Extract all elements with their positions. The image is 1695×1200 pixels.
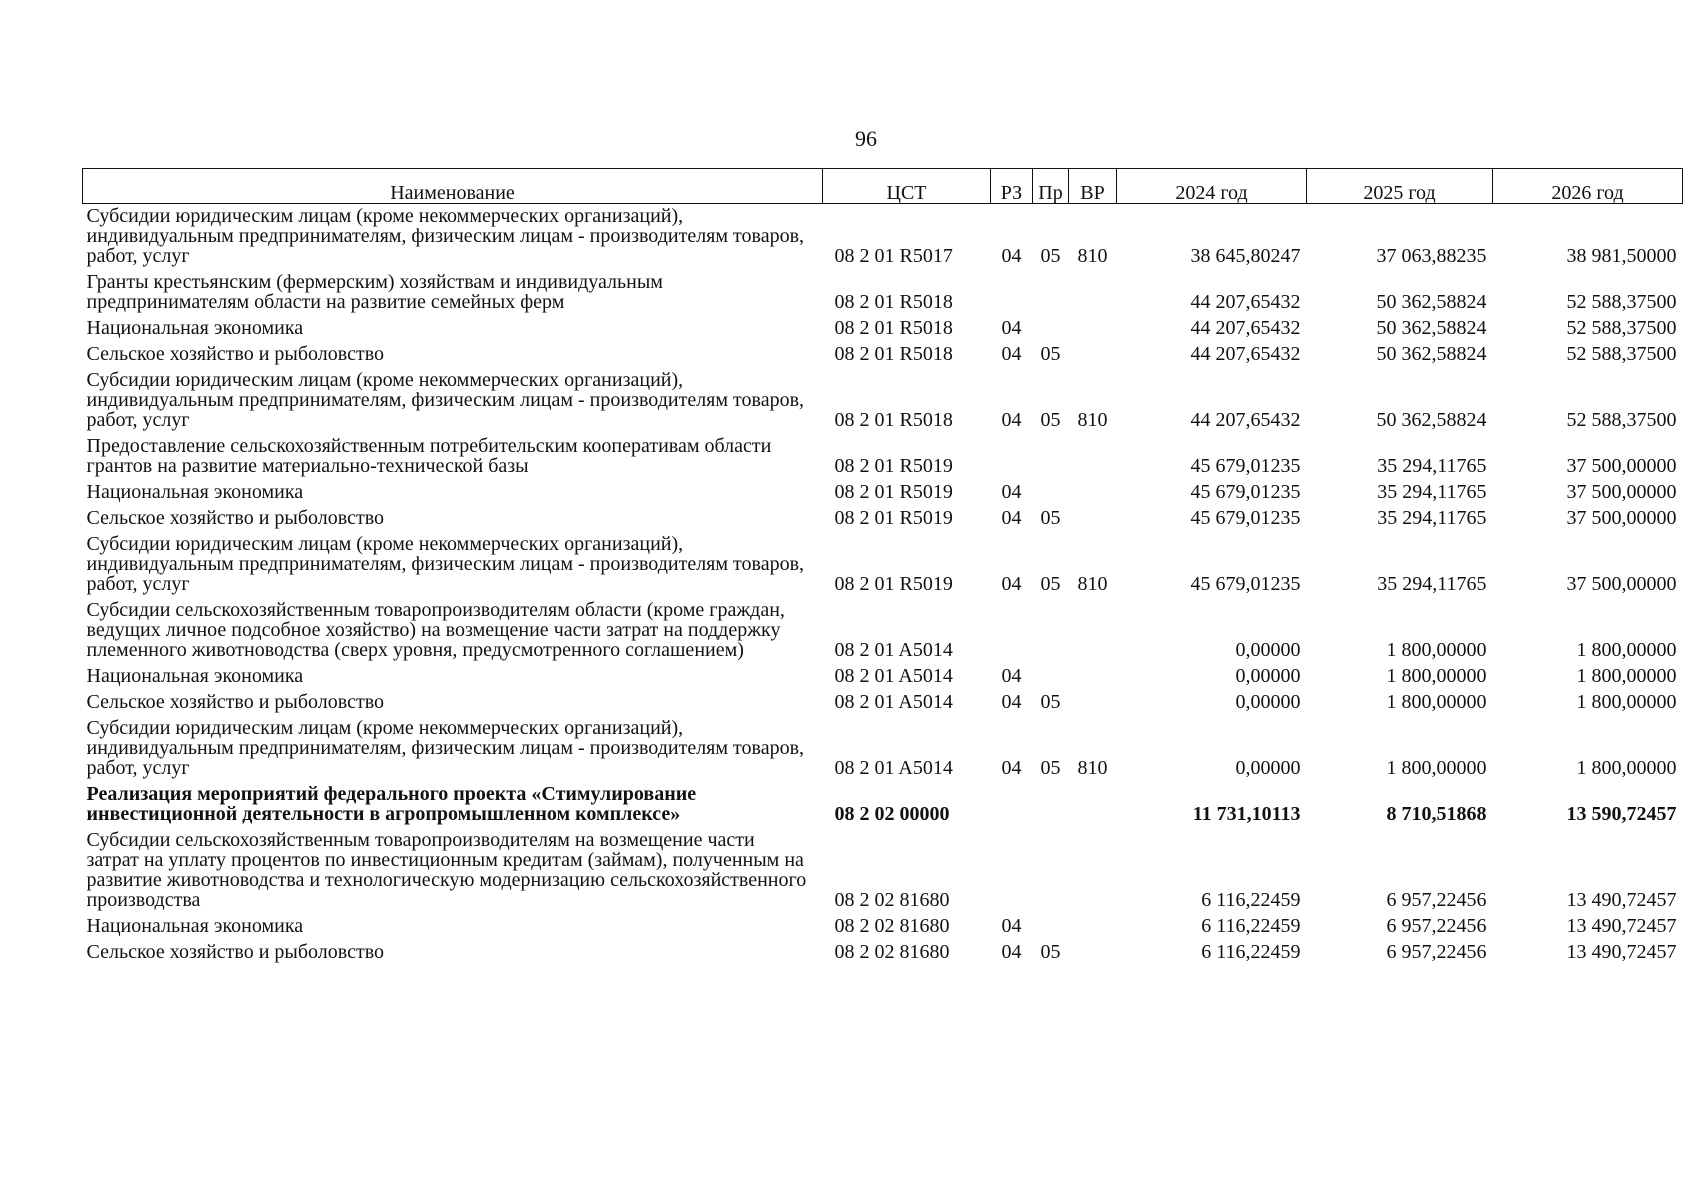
- row-rz: 04: [1001, 343, 1022, 365]
- row-2026-value: 13 590,72457: [1566, 803, 1677, 825]
- row-name: Гранты крестьянским (фермерским) хозяйствам и индивидуальным предпринимателям области на развитие семейных ферм: [86, 271, 663, 313]
- row-name: Субсидии юридическим лицам (кроме некоммерческих организаций), индивидуальным предпринимателям, физическим лицам - производителям товаров, работ, услуг: [86, 717, 805, 779]
- row-cst: 08 2 01 R5018: [834, 291, 953, 313]
- table-row: [83, 690, 1683, 716]
- row-rz: 04: [1001, 757, 1022, 779]
- row-name: Сельское хозяйство и рыболовство: [86, 507, 385, 529]
- row-pr: [1033, 664, 1069, 690]
- table-row: [83, 270, 1683, 316]
- row-rz: 04: [1001, 691, 1022, 713]
- row-cst: 08 2 02 81680: [834, 889, 950, 911]
- row-vr: [1069, 914, 1117, 940]
- header-rz: РЗ: [991, 169, 1033, 204]
- header-2025: 2025 год: [1307, 169, 1493, 204]
- row-2024-value: 38 645,80247: [1190, 245, 1301, 267]
- row-cst: 08 2 01 R5019: [834, 455, 953, 477]
- row-rz: 04: [1001, 507, 1022, 529]
- row-2026-value: 1 800,00000: [1576, 639, 1677, 661]
- row-2025-value: 1 800,00000: [1386, 665, 1487, 687]
- row-cst: 08 2 01 A5014: [834, 665, 953, 687]
- row-name: Сельское хозяйство и рыболовство: [86, 343, 385, 365]
- row-rz: 04: [1001, 915, 1022, 937]
- row-name: Субсидии юридическим лицам (кроме некоммерческих организаций), индивидуальным предпринимателям, физическим лицам - производителям товаров, работ, услуг: [86, 533, 805, 595]
- row-pr: 05: [1040, 941, 1061, 963]
- row-name: Сельское хозяйство и рыболовство: [86, 691, 385, 713]
- table-row: [83, 664, 1683, 690]
- row-2025-value: 35 294,11765: [1377, 573, 1487, 595]
- row-vr: [1069, 434, 1117, 480]
- row-2025-value: 35 294,11765: [1377, 507, 1487, 529]
- row-name: Субсидии сельскохозяйственным товаропроизводителям на возмещение части затрат на уплату процентов по инвестиционным кредитам (займам), полученным на развитие животноводства и технологическую модернизацию сельскохозяйственного производства: [86, 829, 807, 911]
- row-2025-value: 6 957,22456: [1386, 941, 1487, 963]
- row-cst: 08 2 01 R5019: [834, 481, 953, 503]
- row-rz: [991, 782, 1033, 828]
- table-row: [83, 368, 1683, 434]
- row-vr: 810: [1077, 409, 1108, 431]
- row-rz: 04: [1001, 573, 1022, 595]
- row-2025-value: 35 294,11765: [1377, 481, 1487, 503]
- row-2025-value: 37 063,88235: [1376, 245, 1487, 267]
- row-cst: 08 2 01 A5014: [834, 757, 953, 779]
- row-2025-value: 1 800,00000: [1386, 639, 1487, 661]
- row-2026-value: 38 981,50000: [1566, 245, 1677, 267]
- row-cst: 08 2 01 R5017: [834, 245, 953, 267]
- header-name: Наименование: [83, 169, 823, 204]
- row-name: Национальная экономика: [86, 481, 304, 503]
- row-2025-value: 8 710,51868: [1386, 803, 1487, 825]
- table-header-row: [83, 169, 1683, 204]
- row-2024-value: 45 679,01235: [1190, 573, 1301, 595]
- header-vr: ВР: [1069, 169, 1117, 204]
- row-2026-value: 1 800,00000: [1576, 665, 1677, 687]
- row-pr: 05: [1040, 409, 1061, 431]
- row-rz: [991, 270, 1033, 316]
- row-name: Национальная экономика: [86, 915, 304, 937]
- row-2026-value: 13 490,72457: [1566, 889, 1677, 911]
- row-2024-value: 6 116,22459: [1201, 915, 1301, 937]
- row-2025-value: 6 957,22456: [1386, 889, 1487, 911]
- row-pr: 05: [1040, 343, 1061, 365]
- row-2026-value: 52 588,37500: [1566, 291, 1677, 313]
- row-rz: [991, 598, 1033, 664]
- row-2025-value: 50 362,58824: [1376, 317, 1487, 339]
- row-2025-value: 35 294,11765: [1377, 455, 1487, 477]
- row-2024-value: 11 731,10113: [1192, 803, 1301, 825]
- row-2024-value: 6 116,22459: [1201, 889, 1301, 911]
- table-row: [83, 434, 1683, 480]
- row-pr: [1033, 316, 1069, 342]
- row-cst: 08 2 01 A5014: [834, 639, 953, 661]
- row-rz: 04: [1001, 481, 1022, 503]
- row-rz: 04: [1001, 409, 1022, 431]
- row-cst: 08 2 01 R5018: [834, 409, 953, 431]
- table-row: [83, 506, 1683, 532]
- row-2026-value: 37 500,00000: [1566, 507, 1677, 529]
- row-2024-value: 44 207,65432: [1190, 291, 1301, 313]
- row-name: Сельское хозяйство и рыболовство: [86, 941, 385, 963]
- row-pr: [1033, 914, 1069, 940]
- row-pr: [1033, 434, 1069, 480]
- row-vr: [1069, 598, 1117, 664]
- row-2024-value: 6 116,22459: [1201, 941, 1301, 963]
- row-vr: [1069, 690, 1117, 716]
- row-vr: [1069, 316, 1117, 342]
- row-2026-value: 52 588,37500: [1566, 317, 1677, 339]
- row-cst: 08 2 02 00000: [834, 803, 950, 825]
- row-2024-value: 44 207,65432: [1190, 409, 1301, 431]
- row-vr: 810: [1077, 573, 1108, 595]
- row-pr: [1033, 782, 1069, 828]
- row-name: Субсидии юридическим лицам (кроме некоммерческих организаций), индивидуальным предпринимателям, физическим лицам - производителям товаров, работ, услуг: [86, 205, 805, 267]
- row-vr: [1069, 940, 1117, 966]
- row-cst: 08 2 01 A5014: [834, 691, 953, 713]
- row-2025-value: 1 800,00000: [1386, 691, 1487, 713]
- row-rz: 04: [1001, 941, 1022, 963]
- row-vr: [1069, 480, 1117, 506]
- table-row: [83, 532, 1683, 598]
- row-name: Национальная экономика: [86, 665, 304, 687]
- row-name: Субсидии сельскохозяйственным товаропроизводителям области (кроме граждан, ведущих личное подсобное хозяйство) на возмещение части затрат на поддержку племенного животноводства (сверх уровня, предусмотренного соглашением): [86, 599, 785, 661]
- row-name: Предоставление сельскохозяйственным потребительским кооперативам области грантов на развитие материально-технической базы: [86, 435, 772, 477]
- header-cst: ЦСТ: [823, 169, 991, 204]
- row-cst: 08 2 01 R5019: [834, 507, 953, 529]
- row-vr: [1069, 506, 1117, 532]
- row-2026-value: 13 490,72457: [1566, 915, 1677, 937]
- row-rz: 04: [1001, 665, 1022, 687]
- row-vr: [1069, 342, 1117, 368]
- row-cst: 08 2 01 R5019: [834, 573, 953, 595]
- table-row: [83, 342, 1683, 368]
- row-cst: 08 2 02 81680: [834, 915, 950, 937]
- table-row: [83, 940, 1683, 966]
- row-cst: 08 2 02 81680: [834, 941, 950, 963]
- row-pr: 05: [1040, 245, 1061, 267]
- row-2026-value: 13 490,72457: [1566, 941, 1677, 963]
- row-vr: [1069, 828, 1117, 914]
- row-2026-value: 37 500,00000: [1566, 481, 1677, 503]
- row-pr: 05: [1040, 691, 1061, 713]
- row-2024-value: 45 679,01235: [1190, 455, 1301, 477]
- row-2024-value: 44 207,65432: [1190, 343, 1301, 365]
- row-2024-value: 0,00000: [1235, 665, 1301, 687]
- row-cst: 08 2 01 R5018: [834, 317, 953, 339]
- table-row: [83, 204, 1683, 271]
- row-vr: [1069, 664, 1117, 690]
- header-2024: 2024 год: [1117, 169, 1307, 204]
- table-row: [83, 828, 1683, 914]
- row-name: Субсидии юридическим лицам (кроме некоммерческих организаций), индивидуальным предпринимателям, физическим лицам - производителям товаров, работ, услуг: [86, 369, 805, 431]
- row-rz: 04: [1001, 245, 1022, 267]
- row-2024-value: 0,00000: [1235, 691, 1301, 713]
- row-pr: [1033, 480, 1069, 506]
- row-name: Национальная экономика: [86, 317, 304, 339]
- row-vr: 810: [1077, 757, 1108, 779]
- row-rz: [991, 828, 1033, 914]
- row-2025-value: 50 362,58824: [1376, 409, 1487, 431]
- row-pr: 05: [1040, 507, 1061, 529]
- row-2025-value: 6 957,22456: [1386, 915, 1487, 937]
- row-2024-value: 0,00000: [1235, 639, 1301, 661]
- budget-table: [82, 168, 1683, 966]
- row-vr: [1069, 270, 1117, 316]
- row-2026-value: 1 800,00000: [1576, 691, 1677, 713]
- row-2026-value: 52 588,37500: [1566, 343, 1677, 365]
- row-2026-value: 37 500,00000: [1566, 455, 1677, 477]
- table-row: [83, 914, 1683, 940]
- header-2026: 2026 год: [1493, 169, 1683, 204]
- row-2025-value: 50 362,58824: [1376, 343, 1487, 365]
- table-row: [83, 316, 1683, 342]
- table-row: [83, 598, 1683, 664]
- row-2026-value: 52 588,37500: [1566, 409, 1677, 431]
- row-2024-value: 45 679,01235: [1190, 481, 1301, 503]
- row-pr: [1033, 828, 1069, 914]
- row-2024-value: 0,00000: [1235, 757, 1301, 779]
- row-pr: [1033, 270, 1069, 316]
- row-2026-value: 1 800,00000: [1576, 757, 1677, 779]
- row-2024-value: 44 207,65432: [1190, 317, 1301, 339]
- table-row: [83, 782, 1683, 828]
- row-name: Реализация мероприятий федерального проекта «Стимулирование инвестиционной деятельности в агропромышленном комплексе»: [86, 783, 697, 825]
- page-number: 96: [855, 126, 877, 151]
- table-body: [83, 204, 1683, 967]
- row-2024-value: 45 679,01235: [1190, 507, 1301, 529]
- table-row: [83, 480, 1683, 506]
- row-pr: [1033, 598, 1069, 664]
- row-rz: [991, 434, 1033, 480]
- header-pr: Пр: [1033, 169, 1069, 204]
- row-2025-value: 50 362,58824: [1376, 291, 1487, 313]
- row-cst: 08 2 01 R5018: [834, 343, 953, 365]
- row-pr: 05: [1040, 573, 1061, 595]
- row-2025-value: 1 800,00000: [1386, 757, 1487, 779]
- table-row: [83, 716, 1683, 782]
- row-2026-value: 37 500,00000: [1566, 573, 1677, 595]
- row-vr: [1069, 782, 1117, 828]
- row-pr: 05: [1040, 757, 1061, 779]
- row-rz: 04: [1001, 317, 1022, 339]
- row-vr: 810: [1077, 245, 1108, 267]
